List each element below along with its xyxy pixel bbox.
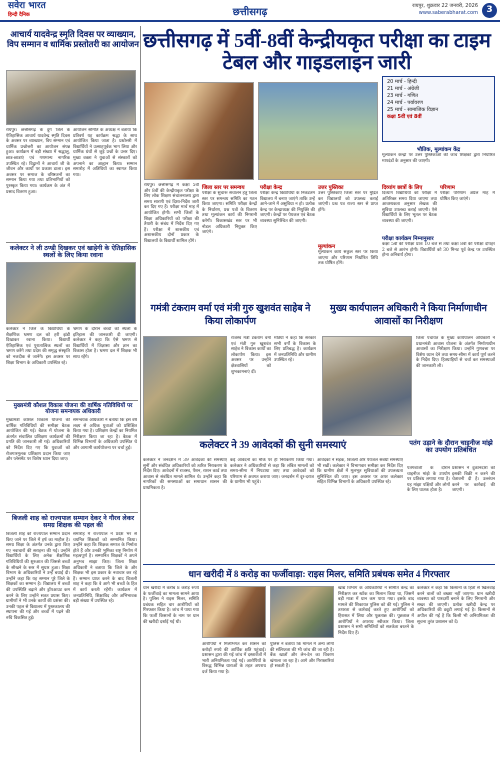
lead-box-title: परीक्षा कार्यक्रम निम्नानुसार <box>382 236 434 242</box>
story-left-mid-headline: कलेक्टर ने ली ठण्डी दिखकर एवं खाहेगी के ऐतिहासिक स्थलों के लिए किया रवाना <box>10 245 136 260</box>
schedule-box <box>382 76 495 142</box>
lead-side-box-title: भौतिक, मूल्यांकन केंद्र <box>416 147 461 153</box>
schedule-item: 21 मार्च - अंग्रेजी <box>387 86 420 92</box>
paper-name: सवेरा भारत <box>8 1 46 11</box>
story-left-top-body-2: आयोजन समिति के अध्यक्ष ने बताया कि प्रतिवर्ष यह कार्यक्रम श्रद्धा के साथ आयोजित किया जाता है। प्रश्नोत्तरी में विद्यार्थियों ने उत्साहपूर्वक भाग लिया और धार्मिक ग्रंथों से जुड़े प्रश्नों के उत्तर दिए। मुख्य वक्ता ने युवाओं से संस्कारों को अपनाने का आह्वान किया। सम्मान समारोह में अतिथियों का स्वागत किया गया। <box>73 128 137 178</box>
lead-subhead-3: उत्तर पुस्तिका <box>318 185 344 191</box>
divider <box>6 242 138 243</box>
lead-headline: छत्तीसगढ़ में 5वीं-8वीं केन्द्रीयकृत परीक्षा का टाइम टेबल और गाइडलाइन जारी <box>143 30 491 75</box>
story-kite-body-2: प्रशासन ने दुकानदारों को इसकी बिक्री न करने की चेतावनी दी है। उल्लंघन करने पर कार्रवाई की जाएगी। <box>452 466 495 494</box>
story-mid-left-body: राजस्व मंत्री टंकराम वर्मा एवं मंत्री गुरु खुशवंत साहेब ने विकास कार्यों का लोकार्पण किया। इस अवसर पर उन्होंने क्षेत्रवासियों को शुभकामनाएं दीं। <box>231 336 271 375</box>
page-number: 3 <box>482 3 497 18</box>
schedule-item: 24 मार्च - पर्यावरण <box>387 100 423 106</box>
section-tag: छत्तीसगढ़ <box>232 7 268 18</box>
lead-subhead-4: मूल्यांकन <box>318 244 336 250</box>
schedule-item: 25 मार्च - सामाजिक विज्ञान <box>387 107 439 113</box>
story-dhan-photo-1 <box>202 586 266 638</box>
story-mid-right-body: जिला पंचायत के मुख्य कार्यपालन अधिकारी ने प्रधानमंत्री आवास योजना के अंतर्गत निर्माणाधीन आवासों का निरीक्षण किया। उन्होंने गुणवत्ता पर विशेष ध्यान देने तथा समय-सीमा में कार्य पूर्ण करने के निर्देश दिए। हितग्राहियों से चर्चा कर समस्याओं की जानकारी ली। <box>416 336 495 369</box>
story-left-mid2-body-2: समन्वयक अधिकारी ने बताया कि इस वर्ष लक्ष्य से अधिक युवाओं को प्रशिक्षित किया गया है। प्रशिक्षण केन्द्रों का नियमित निरीक्षण किया जा रहा है। बैठक में विभिन्न विभागों के अधिकारी उपस्थित थे और आगामी कार्ययोजना पर चर्चा हुई। <box>73 418 137 451</box>
lead-body-col3: परीक्षा केन्द्र विद्यार्थियों के निकटतम विद्यालय में बनाए जाएंगे ताकि उन्हें आने-जाने में असुविधा न हो। प्रत्येक केन्द्र पर केन्द्राध्यक्ष की नियुक्ति की जाएगी। केन्द्रों पर पेयजल एवं बैठक व्यवस्था सुनिश्चित की जाएगी। <box>260 191 315 224</box>
lead-body-col6: परीक्षा परिणाम अप्रैल माह में घोषित किए जाएंगे। <box>440 191 495 202</box>
story-collector-headline: कलेक्टर ने 39 आवेदकों की सुनी समस्याएं <box>199 440 347 451</box>
lead-photo-1 <box>144 82 254 180</box>
lead-body-col5: दिव्यांग विद्यार्थियों को परीक्षा में अतिरिक्त समय दिया जाएगा तथा आवश्यकता अनुसार लेखक की सुविधा उपलब्ध कराई जाएगी। ऐसे विद्यार्थियों के लिए भूतल पर बैठक व्यवस्था की जाएगी। <box>382 191 437 224</box>
lead-photo-2 <box>258 82 378 180</box>
story-left-mid-body: कलेक्टर ने जिले के विद्यार्थियों के शैक्षणिक भ्रमण दल को हरी झंडी दिखाकर रवाना किया। विद्यार्थी ऐतिहासिक एवं पुरातात्विक स्थलों का भ्रमण करेंगे तथा प्रदेश की समृद्ध संस्कृति को नजदीक से जानेंगे। इस अवसर पर शिक्षा विभाग के अधिकारी उपस्थित रहे। <box>6 327 70 366</box>
date-line <box>412 3 478 17</box>
story-left-bottom-body: बिजली शाह को राज्यपाल सम्मान प्रदान किए जाने पर जिले में हर्ष का माहौल है। समग्र शिक्षा के अंतर्गत उनके द्वारा किए गए नवाचारों की सराहना की गई। उन्होंने विद्यार्थियों के लिए अनेक शैक्षणिक गतिविधियों की शुरुआत की जिससे बच्चों के सीखने के स्तर में सुधार हुआ। शिक्षा विभाग के अधिकारियों ने उन्हें बधाई दी। उन्होंने कहा कि यह सम्मान पूरे जिले के शिक्षकों का सम्मान है। विद्यालय में बच्चों की उपस्थिति बढ़ाने और ड्रॉपआउट कम करने के लिए उन्होंने सतत प्रयास किए। ग्रामीणों ने भी उनके कार्यों की प्रशंसा की। उनकी पहल से विद्यालय में पुस्तकालय की स्थापना की गई और बच्चों में पढ़ने की रुचि विकसित हुई। <box>6 532 70 621</box>
story-kite-body: पतंगबाजी के दौरान चाइनीज मांझे के उपयोग पर प्रतिबंध लगाया गया है। यह मांझा पक्षियों और लोगों के लिए घातक होता है। <box>407 466 450 494</box>
schedule-item: 20 मार्च - हिन्दी <box>387 79 417 85</box>
website-text: www.saberabharat.com <box>418 10 478 16</box>
lead-body-col4b: मूल्यांकन कार्य संकुल स्तर पर किया जाएगा और परिणाम निर्धारित तिथि तक घोषित होंगे। <box>318 250 378 267</box>
story-mid-left-body-2: मंत्रियों ने कहा कि सरकार सभी वर्गों के विकास के लिए प्रतिबद्ध है। कार्यक्रम में जनप्रतिनिधि और ग्रामीण उपस्थित रहे। <box>274 336 316 364</box>
lead-subhead-2: परीक्षा केन्द्र <box>260 185 283 191</box>
divider <box>6 400 138 401</box>
column-divider <box>140 26 141 752</box>
story-dhan-headline: धान खरीदी में 8 करोड़ का फर्जीवाड़ा: राइस मिलर, समिति प्रबंधक समेत 4 गिरफ्तार <box>143 564 495 582</box>
lead-subhead-6: परिणाम <box>440 185 455 191</box>
story-mid-left-headline: गमंत्री टंकराम वर्मा एवं मंत्री गुरु खुशवंत साहेब ने किया लोकार्पण <box>143 296 318 332</box>
story-mid-left-photo <box>143 336 227 436</box>
lead-body-col4: उत्तर पुस्तिकाएं जिला स्तर पर मुद्रित कर विद्यालयों को उपलब्ध कराई जाएंगी। प्रश्न पत्र राज्य स्तर से प्राप्त होंगे। <box>318 191 378 213</box>
story-dhan-body-2: आरोपियों ने मिलीभगत कर शासन को करोड़ों रुपये की आर्थिक क्षति पहुंचाई। प्रशासन द्वारा की गई जांच में दस्तावेजों में भारी अनियमितता पाई गई। आरोपियों के विरुद्ध विभिन्न धाराओं के तहत अपराध दर्ज किया गया है। <box>202 642 266 675</box>
paper-logo <box>8 2 46 20</box>
schedule-list <box>387 79 492 121</box>
story-left-bottom-headline: बिजली शाह को राज्यपाल सम्मान देकर ने गौरव लेकर समग्र शिक्षक की पहल की <box>11 515 135 530</box>
masthead <box>0 0 500 22</box>
lead-body-col2: परीक्षा के सुचारू संचालन हेतु जिला स्तर पर समन्वय समिति का गठन किया जाएगा। समिति परीक्षा केन्द्रों के निर्धारण, प्रश्न पत्रों के वितरण तथा मूल्यांकन कार्य की निगरानी करेगी। विकासखंड स्तर पर भी नोडल अधिकारी नियुक्त किए जाएंगे। <box>202 191 257 236</box>
story-dhan-photo-2 <box>270 586 334 638</box>
lead-box-body: कक्षा 5वीं की परीक्षा प्रातः 10 बजे से तथा कक्षा 8वीं की परीक्षा दोपहर 2 बजे से आरंभ होगी। विद्यार्थियों को 30 मिनट पूर्व केन्द्र पर उपस्थित होना अनिवार्य होगा। <box>382 242 495 259</box>
schedule-item: कक्षा 5वीं एवं 8वीं <box>387 114 422 120</box>
story-kite-headline: पतंग उड़ाने के दौरान चाइनीज मांझे का उपयोग प्रतिबंधित <box>409 439 493 455</box>
story-left-bottom-body-2: समारोह में राज्यपाल ने प्रदेश भर से चयनित शिक्षकों को सम्मानित किया। उन्होंने कहा कि शिक्षक समाज के निर्माता होते हैं और उनकी भूमिका राष्ट्र निर्माण में महत्वपूर्ण है। सम्मानित शिक्षकों ने अपने अनुभव साझा किए। जिला शिक्षा अधिकारी ने बताया कि जिले के और शिक्षक भी इस प्रकार के नवाचार कर रहे हैं। सम्मान प्राप्त करने के बाद बिजली शाह ने कहा कि वे आगे भी बच्चों के हित में कार्य करती रहेंगी। कार्यक्रम में जनप्रतिनिधि, शिक्षाविद और अभिभावक बड़ी संख्या में उपस्थित रहे। <box>73 532 137 605</box>
lead-subhead-5: दिव्यांग छात्रों के लिए <box>382 185 423 191</box>
paper-subtitle: हिन्दी दैनिक <box>8 12 30 18</box>
story-mid-right-photo <box>322 336 412 436</box>
story-left-top-headline: आचार्य यादवेन्द्र स्मृति दिवस पर व्याख्यान, विप सम्मान व धार्मिक प्रस्तोतरी का आयोजन <box>6 29 140 49</box>
divider <box>6 512 138 513</box>
story-left-mid2-body: मुख्यमंत्री कौशल विकास योजना की वार्षिक गतिविधियों की समीक्षा बैठक आयोजित की गई। बैठक में योजना के अंतर्गत संचालित प्रशिक्षण कार्यक्रमों की प्रगति की जानकारी ली गई। अधिकारियों को निर्देश दिए गए कि युवाओं को रोजगारमूलक प्रशिक्षण प्रदान किया जाए और प्लेसमेंट पर विशेष ध्यान दिया जाए। <box>6 418 70 463</box>
lead-subhead-1: जिला स्तर पर समन्वय <box>202 185 245 191</box>
story-left-mid-body-2: भ्रमण के दौरान बच्चों को स्थलों के इतिहास की जानकारी दी जाएगी। कलेक्टर ने कहा कि ऐसे भ्रमण से विद्यार्थियों में जिज्ञासा और ज्ञान का विकास होता है। भ्रमण दल में शिक्षक भी साथ रहेंगे। <box>73 327 137 360</box>
schedule-item: 23 मार्च - गणित <box>387 93 418 99</box>
story-dhan-body-5: कलेक्टर ने कहा कि किसानों के हितों से खिलवाड़ करने वालों को बख्शा नहीं जाएगा। धान खरीदी व्यवस्था को पारदर्शी बनाने के लिए निगरानी और सख्त की जाएगी। प्रत्येक खरीदी केन्द्र पर अधिकारियों की ड्यूटी लगाई गई है। किसानों से अपील की गई है कि किसी भी अनियमितता की सूचना तुरंत प्रशासन को दें। <box>417 586 495 625</box>
story-dhan-body-1: धान खरीदी में करीब 8 करोड़ रुपये के फर्जीवाड़े का मामला सामने आया है। पुलिस ने राइस मिलर, समिति प्रबंधक सहित चार आरोपियों को गिरफ्तार किया है। जांच में पाया गया कि फर्जी किसानों के नाम पर धान की खरीदी दर्शाई गई थी। <box>143 586 199 625</box>
story-collector-body-2: कई आवेदनों का मौके पर ही निराकरण किया गया। कलेक्टर ने अधिकारियों से कहा कि लंबित मामलों को समय-सीमा में निपटाया जाए तथा आवेदकों को परिणाम से अवगत कराया जाए। जनदर्शन में दूर-दराज के ग्रामीण भी पहुंचे। <box>230 458 314 486</box>
story-left-mid2-headline: मुख्यमंत्री कौशल विकास योजना की वार्षिक गतिविधियों पर योजना समन्वयक अधिकारी <box>13 403 133 416</box>
story-mid-right-headline: मुख्य कार्यपालन अधिकारी ने किया निर्माणाधीन आवासों का निरीक्षण <box>322 296 495 332</box>
dateline-text: रायपुर, शुक्रवार 22 जनवरी, 2026 <box>412 3 478 9</box>
lead-side-body: मूल्यांकन केन्द्रों पर उत्तर पुस्तिकाओं की जांच शिक्षकों द्वारा निर्धारित मापदंडों के अनुसार की जाएगी। <box>382 153 495 164</box>
lead-body-col1: रायपुर। छत्तीसगढ़ में कक्षा 5वीं और 8वीं की केन्द्रीयकृत परीक्षा के लिए लोक शिक्षण संचालनालय द्वारा समय सारणी एवं दिशा-निर्देश जारी कर दिए गए हैं। परीक्षा मार्च माह में आयोजित होगी। सभी जिलों के शिक्षा अधिकारियों को परीक्षा की तैयारी के संबंध में निर्देश दिए गए हैं। परीक्षा में शासकीय एवं अशासकीय दोनों प्रकार के विद्यालयों के विद्यार्थी शामिल होंगे। <box>144 183 199 244</box>
story-dhan-body-4: खाद्य विभाग के अधिकारियों ने समिति केन्द्र का निरीक्षण कर स्टॉक का मिलान किया था, जिसमें बड़ी मात्रा में धान कम पाया गया। इसके बाद मामले की शिकायत पुलिस को की गई। पुलिस ने तत्परता से कार्रवाई करते हुए आरोपियों को हिरासत में लिया और पूछताछ की। पूछताछ में आरोपियों ने अपराध स्वीकार किया। जिला प्रशासन ने सभी समितियों को सतर्कता बरतने के निर्देश दिए हैं। <box>338 586 414 636</box>
story-left-top-photo <box>6 70 136 125</box>
story-collector-body-3: आवेदकों ने सड़क, बिजली और पेयजल संबंधी समस्याएं भी रखीं। कलेक्टर ने विभागवार समीक्षा कर निर्देश दिए कि ग्रामीण क्षेत्रों में मूलभूत सुविधाओं की उपलब्धता सुनिश्चित की जाए। इस अवसर पर अपर कलेक्टर सहित विभिन्न विभागों के अधिकारी उपस्थित रहे। <box>317 458 403 486</box>
story-collector-body: कलेक्टर ने जनदर्शन में 39 आवेदकों की समस्याएं सुनीं और संबंधित अधिकारियों को त्वरित निराकरण के निर्देश दिए। आवेदनों में राजस्व, पेंशन, राशन कार्ड तथा आवास से संबंधित मामले शामिल थे। उन्होंने कहा कि नागरिकों की समस्याओं का समाधान शासन की प्राथमिकता है। <box>143 458 227 491</box>
story-left-mid-photo <box>6 262 136 324</box>
story-dhan-body-3: पुलिस ने बताया कि मामले में अन्य लोगों की संलिप्तता की भी जांच की जा रही है। बैंक खातों और लेन-देन का विवरण खंगाला जा रहा है। आगे और गिरफ्तारियां हो सकती हैं। <box>270 642 334 670</box>
story-left-top-body: रायपुर। छत्तीसगढ़ के दुर्ग जिले के ऐतिहासिक आचार्य यादवेन्द्र स्मृति दिवस के अवसर पर व्याख्यान, विप सम्मान एवं धार्मिक प्रश्नोत्तरी का आयोजन संपन्न हुआ। कार्यक्रम में बड़ी संख्या में श्रद्धालु, छात्र-छात्राएं एवं गणमान्य नागरिक उपस्थित रहे। विद्वानों ने आचार्य जी के जीवन और कार्यों पर प्रकाश डाला। इस अवसर पर समाज के वरिष्ठजनों का सम्मान किया गया तथा प्रतिभागियों को पुरस्कृत किया गया। कार्यक्रम के अंत में प्रसाद वितरण हुआ। <box>6 128 70 195</box>
